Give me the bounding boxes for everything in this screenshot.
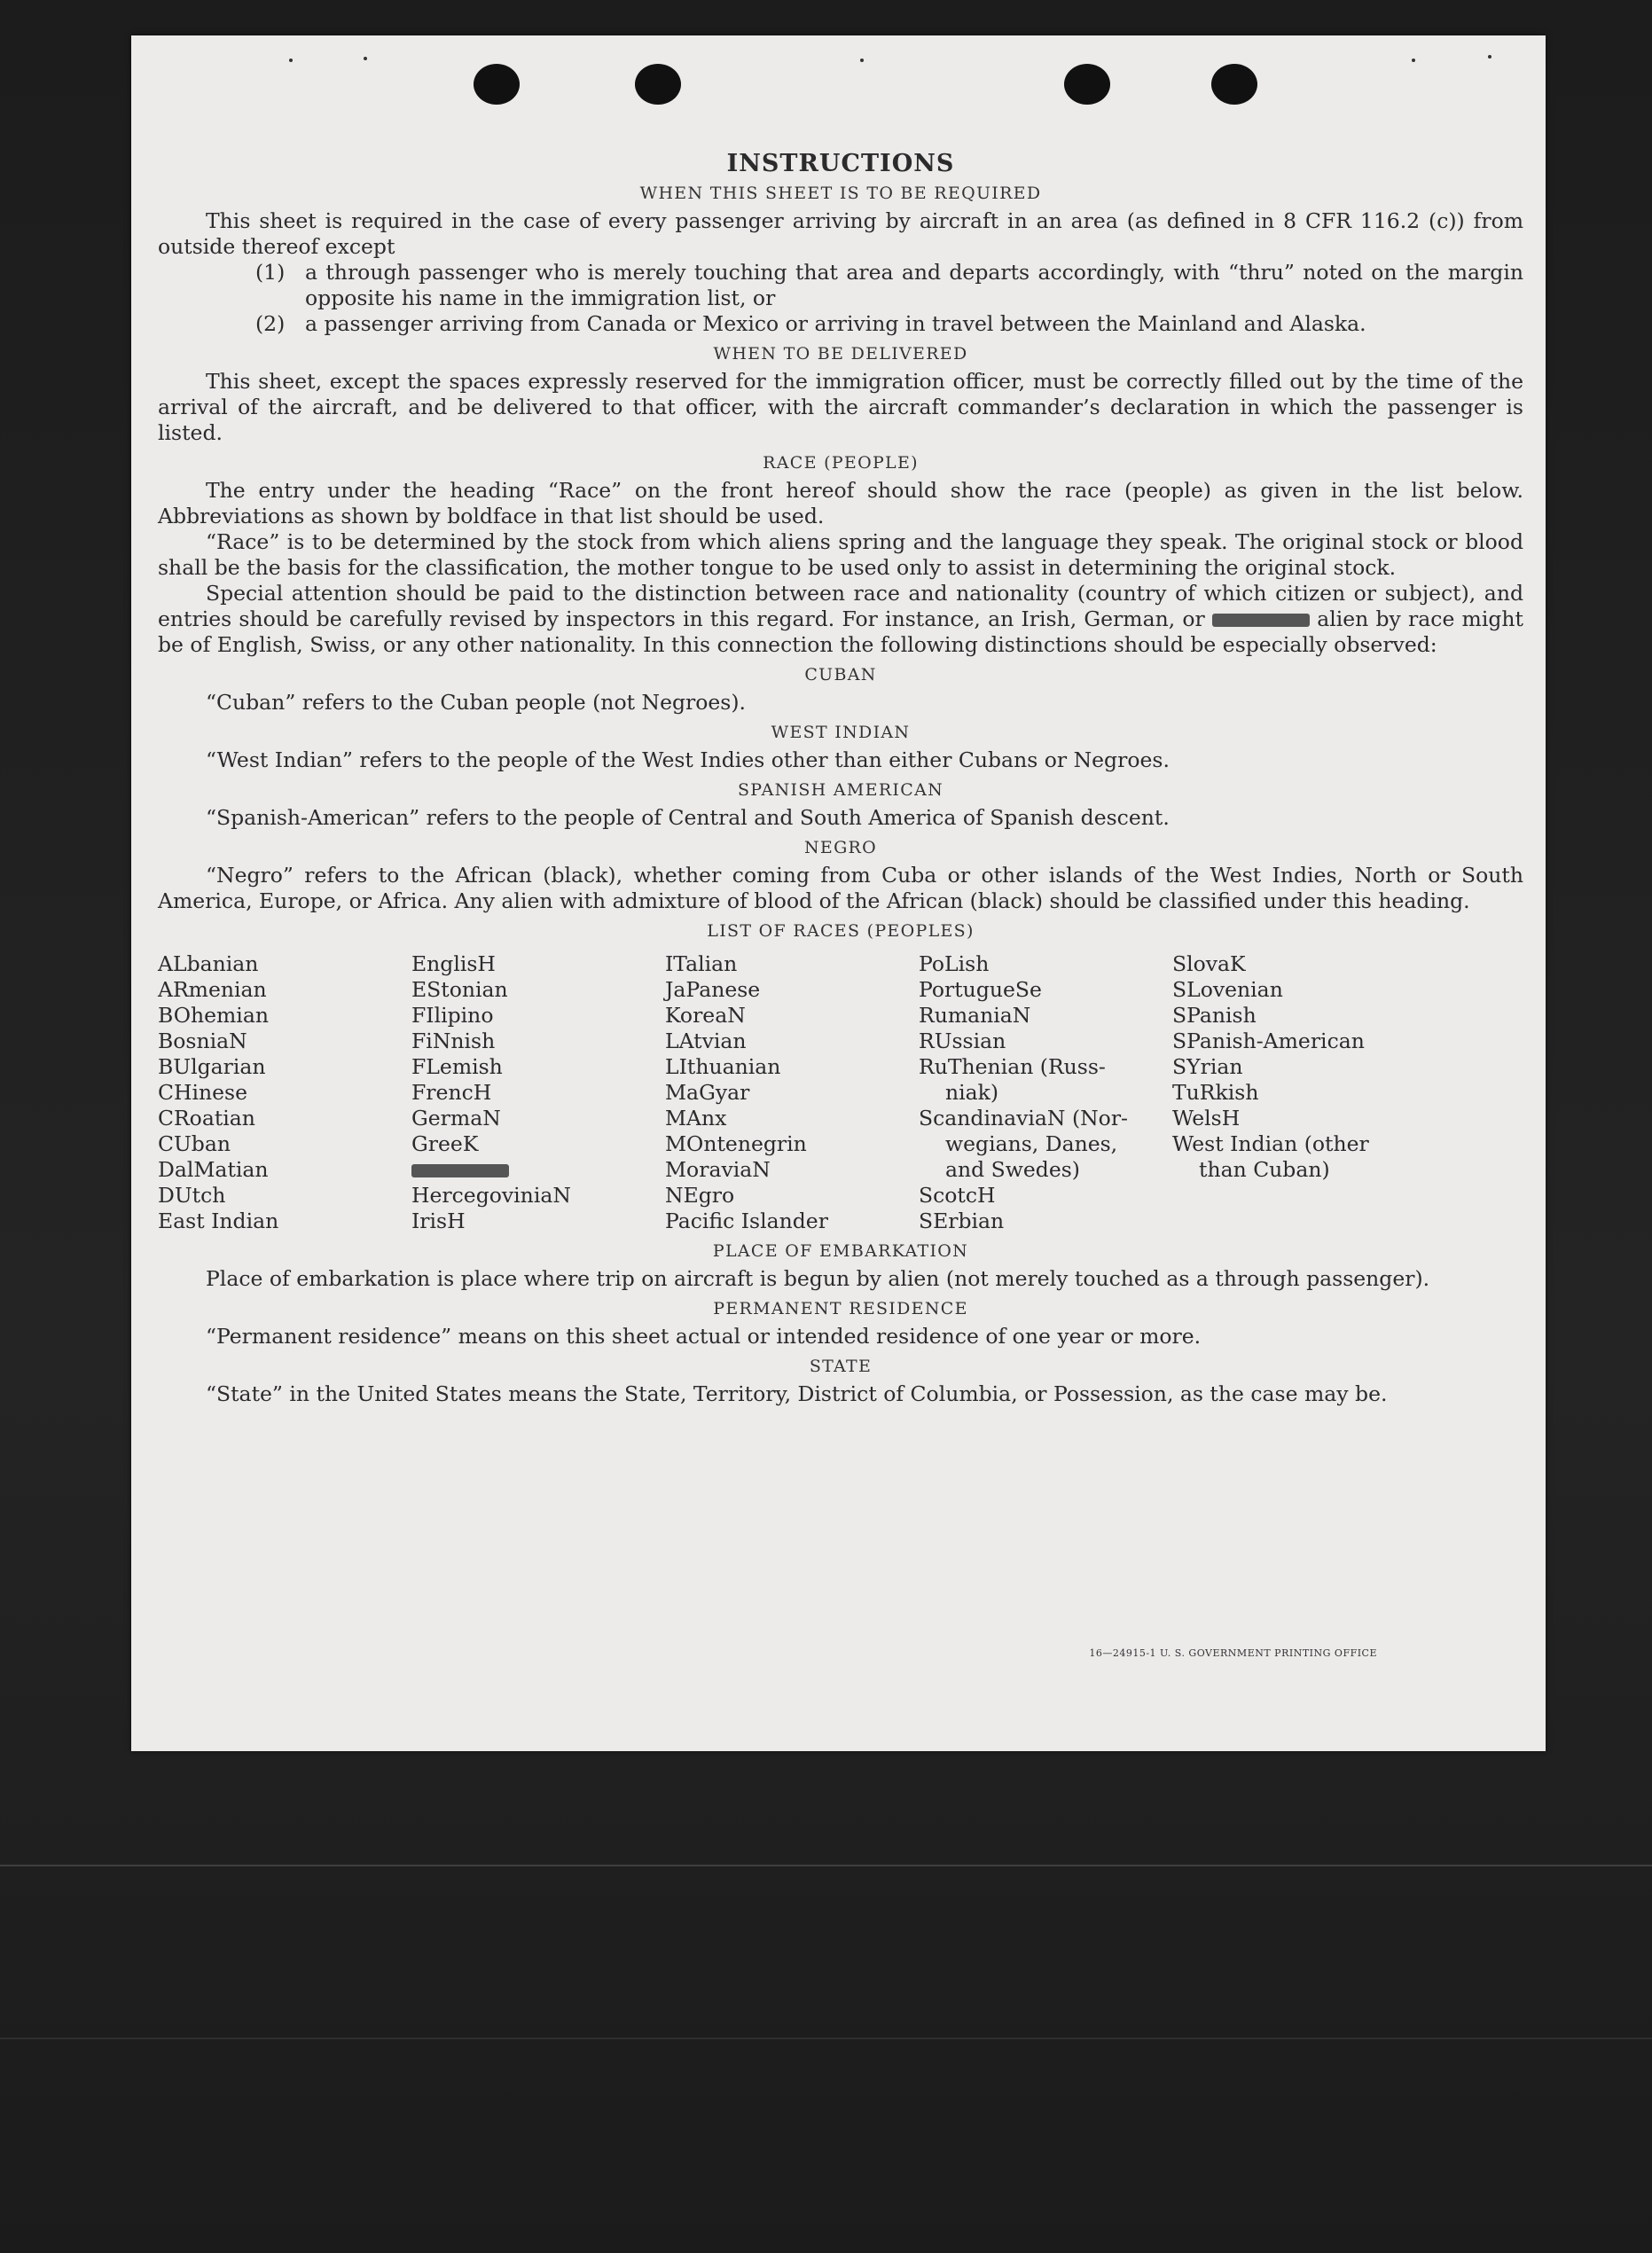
section-heading-state: STATE xyxy=(809,1357,873,1376)
residence-text: “Permanent residence” means on this sheet actual or intended residence of one year or more. xyxy=(206,1324,1202,1349)
punch-hole xyxy=(1211,64,1257,105)
state-text: “State” in the United States means the State, Territory, District of Columbia, or Possession, as the case may be. xyxy=(206,1381,1388,1406)
race-entry: MaGyar xyxy=(665,1080,750,1105)
race-entry: East Indian xyxy=(158,1209,279,1233)
list-item xyxy=(255,260,1523,311)
race-entry: WelsH xyxy=(1172,1106,1241,1130)
race-entry: CHinese xyxy=(158,1080,247,1105)
race-entry: than Cuban) xyxy=(1199,1157,1330,1182)
race-entry: FrencH xyxy=(411,1080,492,1105)
race-entry: PortugueSe xyxy=(919,977,1042,1002)
race-entry: wegians, Danes, xyxy=(945,1131,1118,1156)
race-entry: Pacific Islander xyxy=(665,1209,828,1233)
race-entry: and Swedes) xyxy=(945,1157,1080,1182)
list-item-text: a through passenger who is merely touching that area and departs accordingly, with “thru” noted on the margin opposite his name in the immigration list, or xyxy=(305,260,1523,310)
race-entry: MAnx xyxy=(665,1106,727,1130)
race-entry: LIthuanian xyxy=(665,1054,781,1079)
race-paragraph-2: “Race” is to be determined by the stock from which aliens spring and the language they speak. The original stock or blood shall be the basis for the classification, the mother tongue to be used only to assist in determining the original stock. xyxy=(158,529,1523,580)
race-entry: RumaniaN xyxy=(919,1003,1031,1028)
negro-text: “Negro” refers to the African (black), whether coming from Cuba or other islands of the West Indies, North or South America, Europe, or Africa. Any alien with admixture of blood of the African (black) should be classified under this heading. xyxy=(158,863,1523,913)
race-entry: RuThenian (Russ- xyxy=(919,1054,1106,1079)
race-entry: LAtvian xyxy=(665,1029,747,1053)
punch-hole xyxy=(474,64,520,105)
redaction-mark xyxy=(411,1164,509,1177)
list-item-number: (2) xyxy=(255,311,286,336)
race-entry: BUlgarian xyxy=(158,1054,266,1079)
race-column xyxy=(1172,951,1426,1234)
printing-office-code: 16—24915-1 U. S. GOVERNMENT PRINTING OFFICE xyxy=(1089,1647,1377,1659)
race-entry: BosniaN xyxy=(158,1029,247,1053)
race-entry: CRoatian xyxy=(158,1106,255,1130)
race-entry: GermaN xyxy=(411,1106,501,1130)
race-entry: FLemish xyxy=(411,1054,503,1079)
race-entry: SPanish xyxy=(1172,1003,1257,1028)
embarkation-text: Place of embarkation is place where trip on aircraft is begun by alien (not merely touched as a through passenger). xyxy=(206,1266,1430,1291)
race-entry: niak) xyxy=(945,1080,999,1105)
race-entry xyxy=(411,1157,665,1183)
section-heading-spanish-american: SPANISH AMERICAN xyxy=(737,780,944,800)
race-entry: HercegoviniaN xyxy=(411,1183,571,1208)
race-entry: JaPanese xyxy=(665,977,761,1002)
page-title: INSTRUCTIONS xyxy=(726,150,955,177)
cuban-text: “Cuban” refers to the Cuban people (not Negroes). xyxy=(206,690,747,715)
list-item xyxy=(255,311,1523,337)
race-entry: MOntenegrin xyxy=(665,1131,807,1156)
race-entry: EnglisH xyxy=(411,951,496,976)
race-entry: RUssian xyxy=(919,1029,1006,1053)
speck xyxy=(1412,59,1415,62)
section-heading-west-indian: WEST INDIAN xyxy=(771,723,911,742)
race-entry: DUtch xyxy=(158,1183,226,1208)
race-entry: CUban xyxy=(158,1131,231,1156)
section-heading-list-of-races: LIST OF RACES (PEOPLES) xyxy=(707,921,975,941)
race-entry: MoraviaN xyxy=(665,1157,771,1182)
race-entry: ITalian xyxy=(665,951,738,976)
document-sheet xyxy=(131,35,1546,1751)
scan-artifact-line xyxy=(0,2038,1652,2039)
race-entry: NEgro xyxy=(665,1183,735,1208)
race-entry: SlovaK xyxy=(1172,951,1246,976)
section-heading-race: RACE (PEOPLE) xyxy=(763,453,919,473)
race-column xyxy=(158,951,411,1234)
race-entry: IrisH xyxy=(411,1209,466,1233)
speck xyxy=(289,59,293,62)
redaction-mark xyxy=(1212,614,1310,627)
race-entry: EStonian xyxy=(411,977,508,1002)
race-entry: ScandinaviaN (Nor- xyxy=(919,1106,1128,1130)
races-list xyxy=(158,951,1523,1234)
section-heading-required: WHEN THIS SHEET IS TO BE REQUIRED xyxy=(639,184,1042,203)
race-entry: SYrian xyxy=(1172,1054,1243,1079)
race-entry: West Indian (other xyxy=(1172,1131,1369,1156)
instructions-content xyxy=(158,151,1523,1407)
spanish-american-text: “Spanish-American” refers to the people of Central and South America of Spanish descent. xyxy=(206,805,1170,830)
section-heading-delivered: WHEN TO BE DELIVERED xyxy=(713,344,968,364)
section-heading-residence: PERMANENT RESIDENCE xyxy=(713,1299,968,1318)
race-entry: SLovenian xyxy=(1172,977,1283,1002)
race-paragraph-3-b: alien by race might be of English, Swiss, or any other nationality. In this connection the following distinctions should be especially observed: xyxy=(158,606,1523,657)
race-column xyxy=(411,951,665,1234)
race-paragraph-1: The entry under the heading “Race” on the front hereof should show the race (people) as given in the list below. Abbreviations as shown by boldface in that list should be used. xyxy=(158,478,1523,528)
speck xyxy=(1488,55,1491,59)
race-entry: DalMatian xyxy=(158,1157,269,1182)
section-heading-embarkation: PLACE OF EMBARKATION xyxy=(712,1241,969,1261)
race-paragraph-3 xyxy=(158,581,1523,658)
punch-hole xyxy=(1064,64,1110,105)
list-item-text: a passenger arriving from Canada or Mexico or arriving in travel between the Mainland and Alaska. xyxy=(305,311,1366,336)
race-entry: ALbanian xyxy=(158,951,259,976)
race-entry: FiNnish xyxy=(411,1029,496,1053)
race-entry: KoreaN xyxy=(665,1003,746,1028)
list-item-number: (1) xyxy=(255,260,286,285)
speck xyxy=(860,59,864,62)
race-entry: SErbian xyxy=(919,1209,1005,1233)
required-text: This sheet is required in the case of every passenger arriving by aircraft in an area (as defined in 8 CFR 116.2 (c)) from outside thereof except xyxy=(158,208,1523,259)
race-entry: ScotcH xyxy=(919,1183,996,1208)
delivered-text: This sheet, except the spaces expressly reserved for the immigration officer, must be correctly filled out by the time of the arrival of the aircraft, and be delivered to that officer, with the aircraft commander’s declaration in which the passenger is listed. xyxy=(158,369,1523,445)
speck xyxy=(364,57,367,60)
section-heading-negro: NEGRO xyxy=(803,838,878,857)
west-indian-text: “West Indian” refers to the people of the West Indies other than either Cubans or Negroes. xyxy=(206,747,1170,772)
scan-artifact-line xyxy=(0,1865,1652,1866)
race-column xyxy=(919,951,1172,1234)
section-heading-cuban: CUBAN xyxy=(804,665,877,685)
race-paragraph-3-a: Special attention should be paid to the distinction between race and nationality (country of which citizen or subject), and entries should be carefully revised by inspectors in this regard. For instance, an Irish, German, or xyxy=(158,581,1523,631)
race-entry: FIlipino xyxy=(411,1003,494,1028)
punch-hole xyxy=(635,64,681,105)
race-entry: TuRkish xyxy=(1172,1080,1259,1105)
race-entry: BOhemian xyxy=(158,1003,269,1028)
race-column xyxy=(665,951,919,1234)
race-entry: GreeK xyxy=(411,1131,479,1156)
race-entry: PoLish xyxy=(919,951,990,976)
race-entry: ARmenian xyxy=(158,977,267,1002)
race-entry: SPanish-American xyxy=(1172,1029,1365,1053)
